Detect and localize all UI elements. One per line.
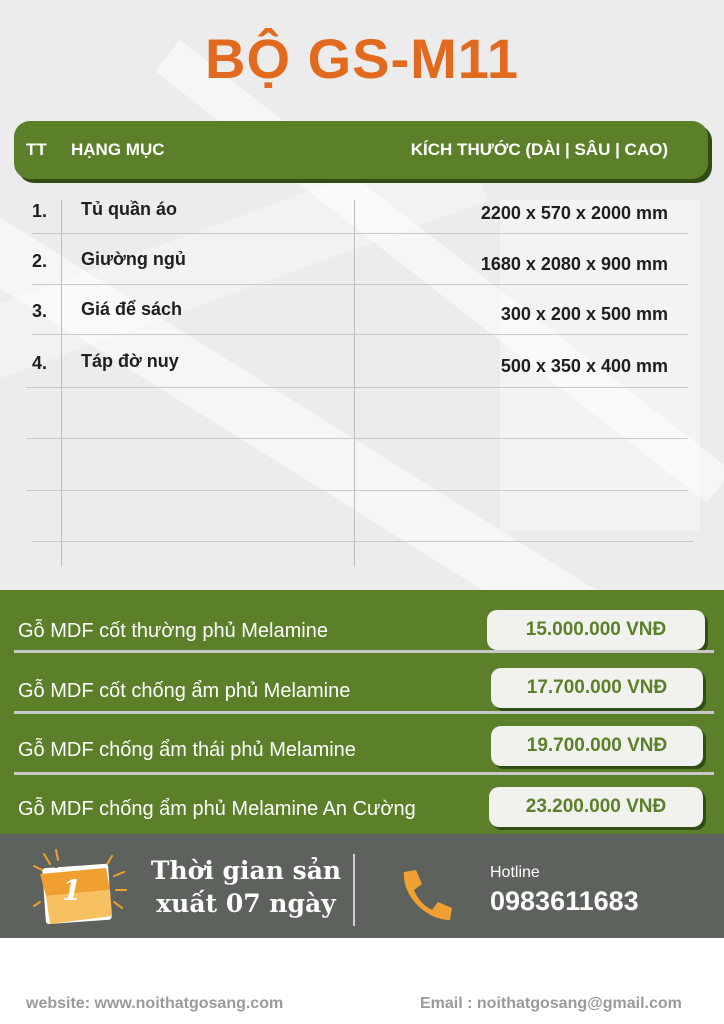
calendar-number: 1: [62, 874, 82, 907]
row-item: Tủ quần áo: [81, 199, 177, 219]
price-row: [0, 778, 724, 838]
row-size: 500 x 350 x 400 mm: [500, 356, 668, 376]
table-divider: [26, 438, 688, 439]
table-divider: [32, 284, 688, 285]
material-label: Gỗ MDF chống ẩm thái phủ Melamine: [18, 739, 356, 761]
page-title: BỘ GS-M11: [205, 27, 519, 90]
hotline-number[interactable]: 0983611683: [490, 886, 639, 916]
price-separator: [14, 772, 714, 775]
row-number: 2.: [32, 251, 48, 271]
price-badge: 15.000.000 VNĐ: [487, 610, 705, 650]
table-divider: [32, 334, 688, 335]
info-divider: [353, 854, 355, 926]
row-size: 1680 x 2080 x 900 mm: [480, 254, 668, 274]
header-item: HẠNG MỤC: [71, 140, 165, 159]
price-row: [0, 718, 724, 778]
price-badge: 19.700.000 VNĐ: [491, 726, 703, 766]
price-separator: [14, 711, 714, 714]
row-number: 3.: [32, 301, 48, 321]
header-tt: TT: [26, 140, 47, 159]
phone-icon: [398, 866, 454, 922]
price-row: [0, 596, 724, 656]
row-size: 2200 x 570 x 2000 mm: [480, 203, 668, 223]
row-size: 300 x 200 x 500 mm: [500, 304, 668, 324]
row-item: Giường ngủ: [81, 249, 186, 269]
material-label: Gỗ MDF chống ẩm phủ Melamine An Cường: [18, 798, 416, 820]
material-label: Gỗ MDF cốt chống ẩm phủ Melamine: [18, 680, 351, 702]
price-separator: [14, 650, 714, 653]
table-divider: [32, 541, 694, 542]
table-divider: [26, 490, 688, 491]
table-header: [14, 121, 708, 179]
price-row: [0, 658, 724, 718]
price-badge: 17.700.000 VNĐ: [491, 668, 703, 708]
production-line-2: xuất 07 ngày: [156, 889, 336, 918]
table-divider: [26, 387, 688, 388]
row-item: Táp đờ nuy: [81, 351, 179, 371]
table-divider: [61, 200, 62, 567]
production-time: [140, 854, 352, 920]
email-link[interactable]: Email : noithatgosang@gmail.com: [420, 995, 682, 1012]
price-badge: 23.200.000 VNĐ: [489, 787, 703, 827]
table-divider: [354, 200, 355, 567]
row-number: 1.: [32, 201, 48, 221]
hotline-label: Hotline: [490, 864, 540, 881]
header-size: KÍCH THƯỚC (DÀI | SÂU | CAO): [410, 140, 668, 159]
material-label: Gỗ MDF cốt thường phủ Melamine: [18, 620, 328, 642]
website-link[interactable]: website: www.noithatgosang.com: [26, 995, 284, 1012]
table-divider: [32, 233, 688, 234]
production-line-1: Thời gian sản: [150, 856, 342, 885]
info-section: [0, 834, 724, 938]
price-section: [0, 590, 724, 834]
row-item: Giá để sách: [81, 299, 183, 319]
calendar-icon: [26, 846, 136, 932]
row-number: 4.: [32, 353, 48, 373]
